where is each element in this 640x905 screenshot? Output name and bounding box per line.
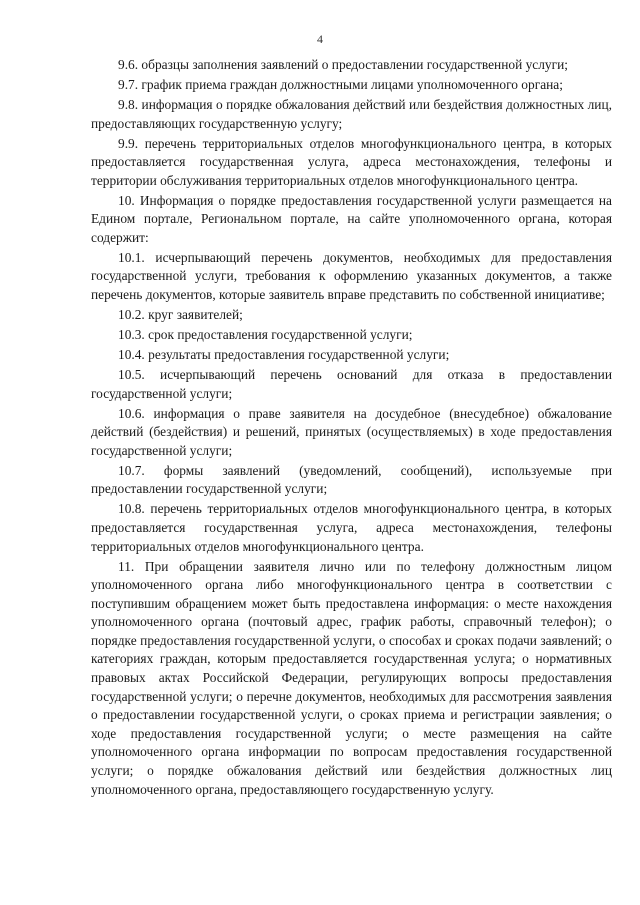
item-10-7: 10.7. формы заявлений (уведомлений, сообщений), используемые при предоставлении государственной услуги; [91,462,612,497]
document-body [91,56,612,801]
item-9-7: 9.7. график приема граждан должностными лицами уполномоченного органа; [118,76,563,92]
item-10-3: 10.3. срок предоставления государственной услуги; [118,327,413,343]
item-10-4: 10.4. результаты предоставления государственной услуги; [118,347,450,363]
item-10-6: 10.6. информация о праве заявителя на досудебное (внесудебное) обжалование действий (бездействия) и решений, принятых (осуществляемых) в ходе предоставления государственной услуги; [91,405,612,458]
item-10-1: 10.1. исчерпывающий перечень документов, необходимых для предоставления государственной услуги, требования к оформлению указанных документов, а также перечень документов, которые заявитель вправе представить по собственной инициативе; [91,249,612,303]
item-11: 11. При обращении заявителя лично или по телефону должностным лицом уполномоченного органа либо многофункционального центра в соответствии с поступившим обращением может быть предоставлена информация: о месте нахождения уполномоченного органа (почтовый адрес, график работы, справочный телефон); о порядке предоставления государственной услуги, о способах и сроках подачи заявлений; о категориях граждан, которым предоставляется государственная услуга; о нормативных правовых актах Российской Федерации, регулирующих вопросы предоставления государственной услуги; о перечне документов, необходимых для рассмотрения заявления о предоставлении государственной услуги, о сроках приема и регистрации заявления; о ходе предоставления государственной услуги; о месте размещения на сайте уполномоченного органа информации по вопросам предоставления государственной услуги; о порядке обжалования действий или бездействия должностных лиц уполномоченного органа, предоставляющего государственную услугу. [91,558,612,797]
item-9-6: 9.6. образцы заполнения заявлений о предоставлении государственной услуги; [118,57,568,72]
item-10-5: 10.5. исчерпывающий перечень оснований для отказа в предоставлении государственной услуги; [91,367,612,401]
page-number: 4 [317,32,323,46]
item-10-8: 10.8. перечень территориальных отделов многофункционального центра, в которых предоставляется государственная услуга, адреса местонахождения, телефоны территориальных отделов многофункционального центра. [91,501,612,554]
item-9-9: 9.9. перечень территориальных отделов многофункционального центра, в которых предоставляется государственная услуга, адреса местонахождения, телефоны и территории обслуживания территориальных отделов многофункционального центра. [91,135,612,188]
item-9-8: 9.8. информация о порядке обжалования действий или бездействия должностных лиц, предоставляющих государственную услугу; [91,96,612,131]
item-10-2: 10.2. круг заявителей; [118,307,243,323]
item-10: 10. Информация о порядке предоставления государственной услуги размещается на Едином портале, Региональном портале, на сайте уполномоченного органа, которая содержит: [91,192,612,245]
